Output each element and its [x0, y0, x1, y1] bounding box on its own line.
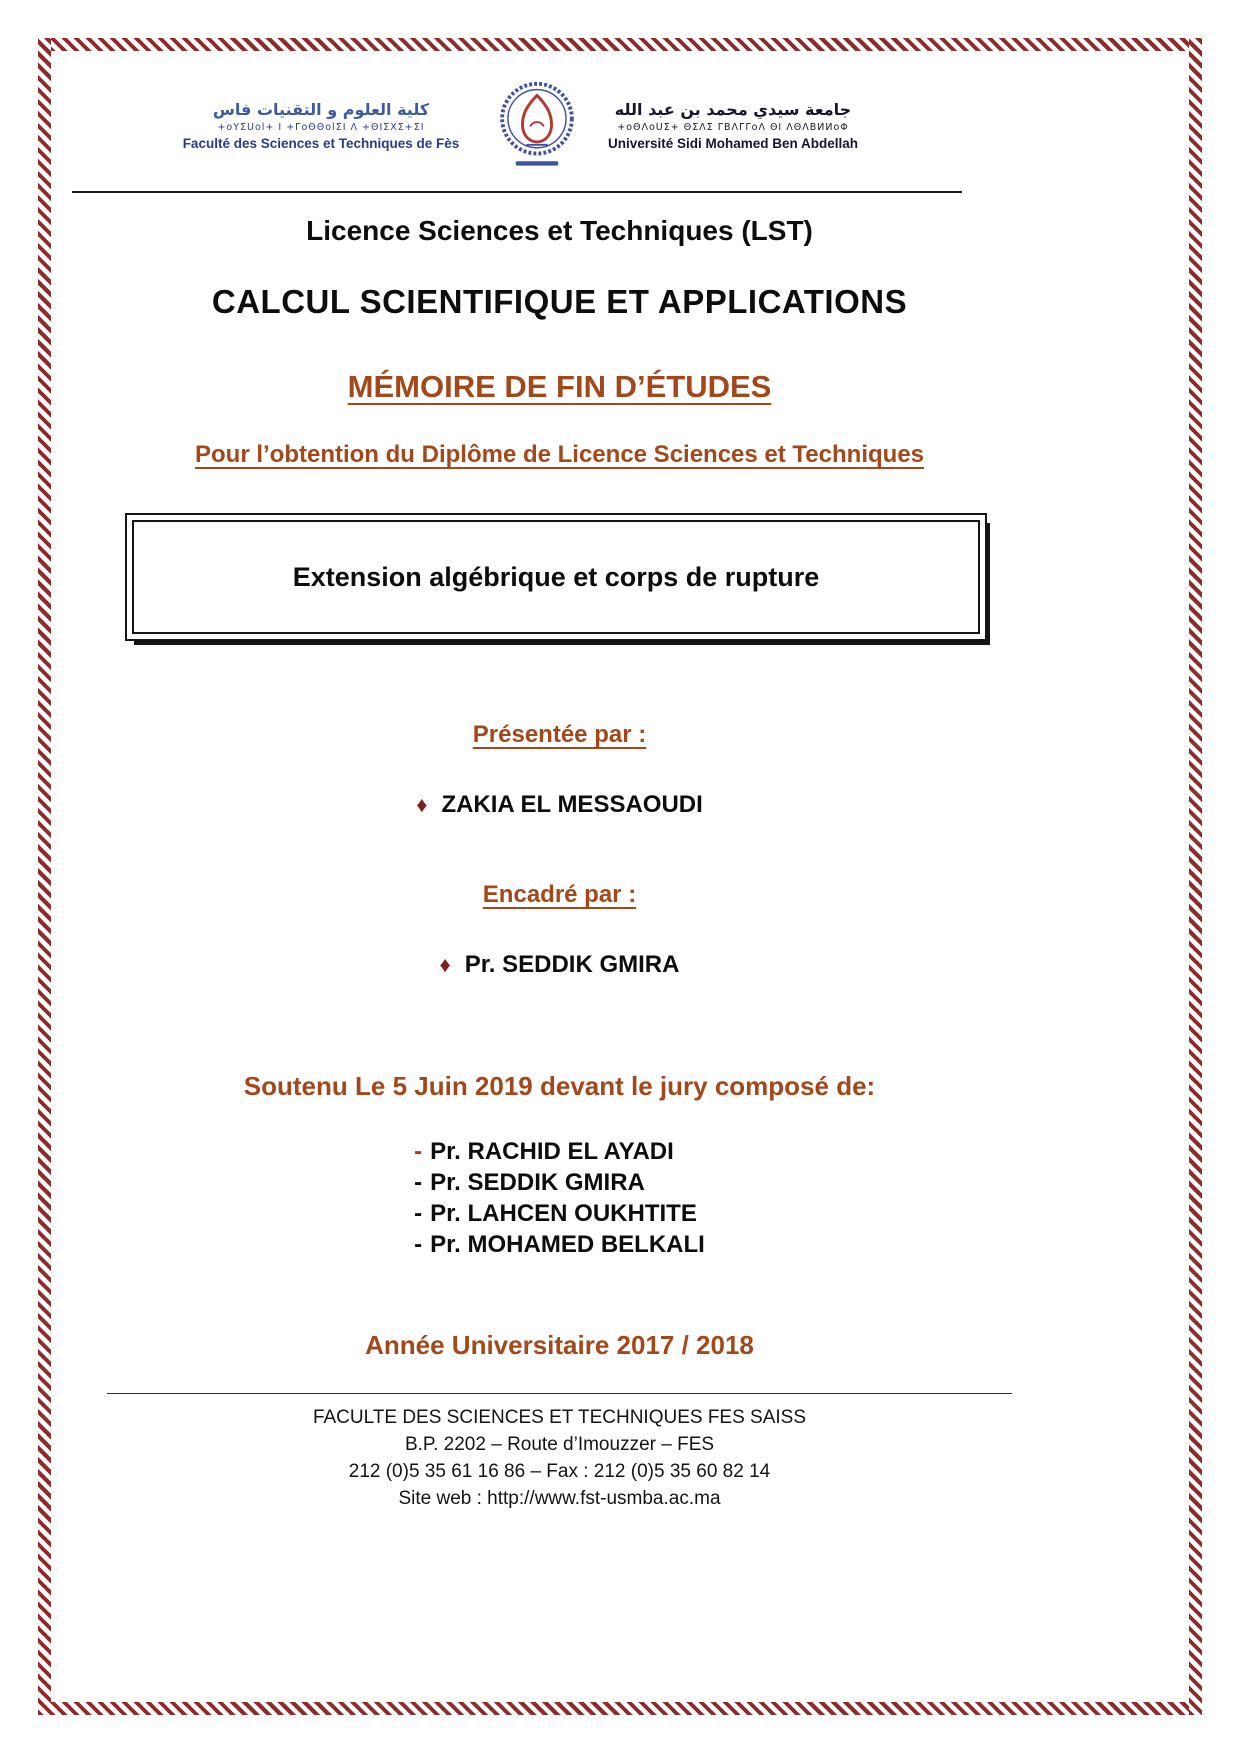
faculty-name-french: Faculté des Sciences et Techniques de Fès: [182, 136, 460, 151]
academic-year: Année Universitaire 2017 / 2018: [365, 1330, 754, 1360]
diamond-bullet-icon: ♦: [439, 952, 451, 977]
student-name-line: [97, 791, 1022, 819]
program-title: Licence Sciences et Techniques (LST): [306, 215, 813, 246]
subject-box-inner: [132, 520, 980, 634]
jury-member-name: Pr. SEDDIK GMIRA: [430, 1169, 645, 1196]
specialty-title: CALCUL SCIENTIFIQUE ET APPLICATIONS: [211, 283, 908, 320]
jury-member-row: [414, 1198, 705, 1229]
footer-divider: [107, 1393, 1012, 1394]
jury-member-row: [414, 1167, 705, 1198]
thesis-subject-title: Extension algébrique et corps de rupture: [292, 561, 820, 592]
decorative-border-right: [1189, 38, 1202, 1715]
supervised-by-label: Encadré par :: [482, 881, 637, 908]
supervisor-name: Pr. SEDDIK GMIRA: [464, 951, 680, 978]
jury-dash: -: [414, 1138, 423, 1165]
jury-member-row: [414, 1136, 705, 1167]
presented-by-label: Présentée par :: [472, 721, 647, 748]
faculty-name-arabic: كلية العلوم و التقنيات فاس: [212, 100, 430, 120]
main-column: [97, 193, 1022, 1512]
university-seal-icon: [498, 78, 576, 175]
jury-member-name: Pr. RACHID EL AYADI: [430, 1138, 674, 1165]
university-name-arabic: جامعة سيدي محمد بن عبد الله: [614, 100, 852, 120]
defense-intro: Soutenu Le 5 Juin 2019 devant le jury composé de:: [243, 1071, 876, 1101]
jury-member-name: Pr. MOHAMED BELKALI: [430, 1231, 705, 1258]
footer: [97, 1404, 1022, 1512]
jury-member-name: Pr. LAHCEN OUKHTITE: [430, 1200, 697, 1227]
footer-address-line: B.P. 2202 – Route d’Imouzzer – FES: [404, 1434, 715, 1455]
supervisor-name-line: [97, 951, 1022, 979]
footer-institution-line: FACULTE DES SCIENCES ET TECHNIQUES FES SAISS: [312, 1407, 807, 1428]
decorative-border-top: [38, 38, 1202, 51]
university-name-tifinagh: +oΘΛoUΣ+ ΘΣΛΣ ΓΒΛΓΓoΛ ΘI ΛΘΛΒИИoΦ: [617, 122, 849, 134]
student-name: ZAKIA EL MESSAOUDI: [441, 791, 703, 818]
jury-dash: -: [414, 1200, 423, 1227]
footer-phone-line: 212 (0)5 35 61 16 86 – Fax : 212 (0)5 35 60 82 14: [348, 1461, 771, 1482]
subject-box: [125, 513, 987, 641]
jury-member-row: [414, 1229, 705, 1260]
jury-dash: -: [414, 1231, 423, 1258]
university-logo: [598, 100, 868, 153]
university-name-french: Université Sidi Mohamed Ben Abdellah: [607, 136, 859, 151]
jury-list: [414, 1136, 705, 1260]
obtention-subtitle: Pour l’obtention du Diplôme de Licence Sciences et Techniques: [194, 441, 925, 468]
header: [72, 78, 962, 175]
jury-dash: -: [414, 1169, 423, 1196]
decorative-border-left: [38, 38, 51, 1715]
faculty-name-tifinagh: +oYΣUol+ I +ΓoΘΘolΣI Λ +ΘIΣXΣ+ΣI: [217, 122, 425, 134]
footer-website-line: Site web : http://www.fst-usmba.ac.ma: [398, 1488, 721, 1509]
diamond-bullet-icon: ♦: [416, 792, 428, 817]
page-content: [52, 52, 1188, 1701]
decorative-border-bottom: [38, 1702, 1202, 1715]
faculty-logo: [166, 100, 476, 153]
memoire-title: MÉMOIRE DE FIN D’ÉTUDES: [347, 369, 772, 404]
